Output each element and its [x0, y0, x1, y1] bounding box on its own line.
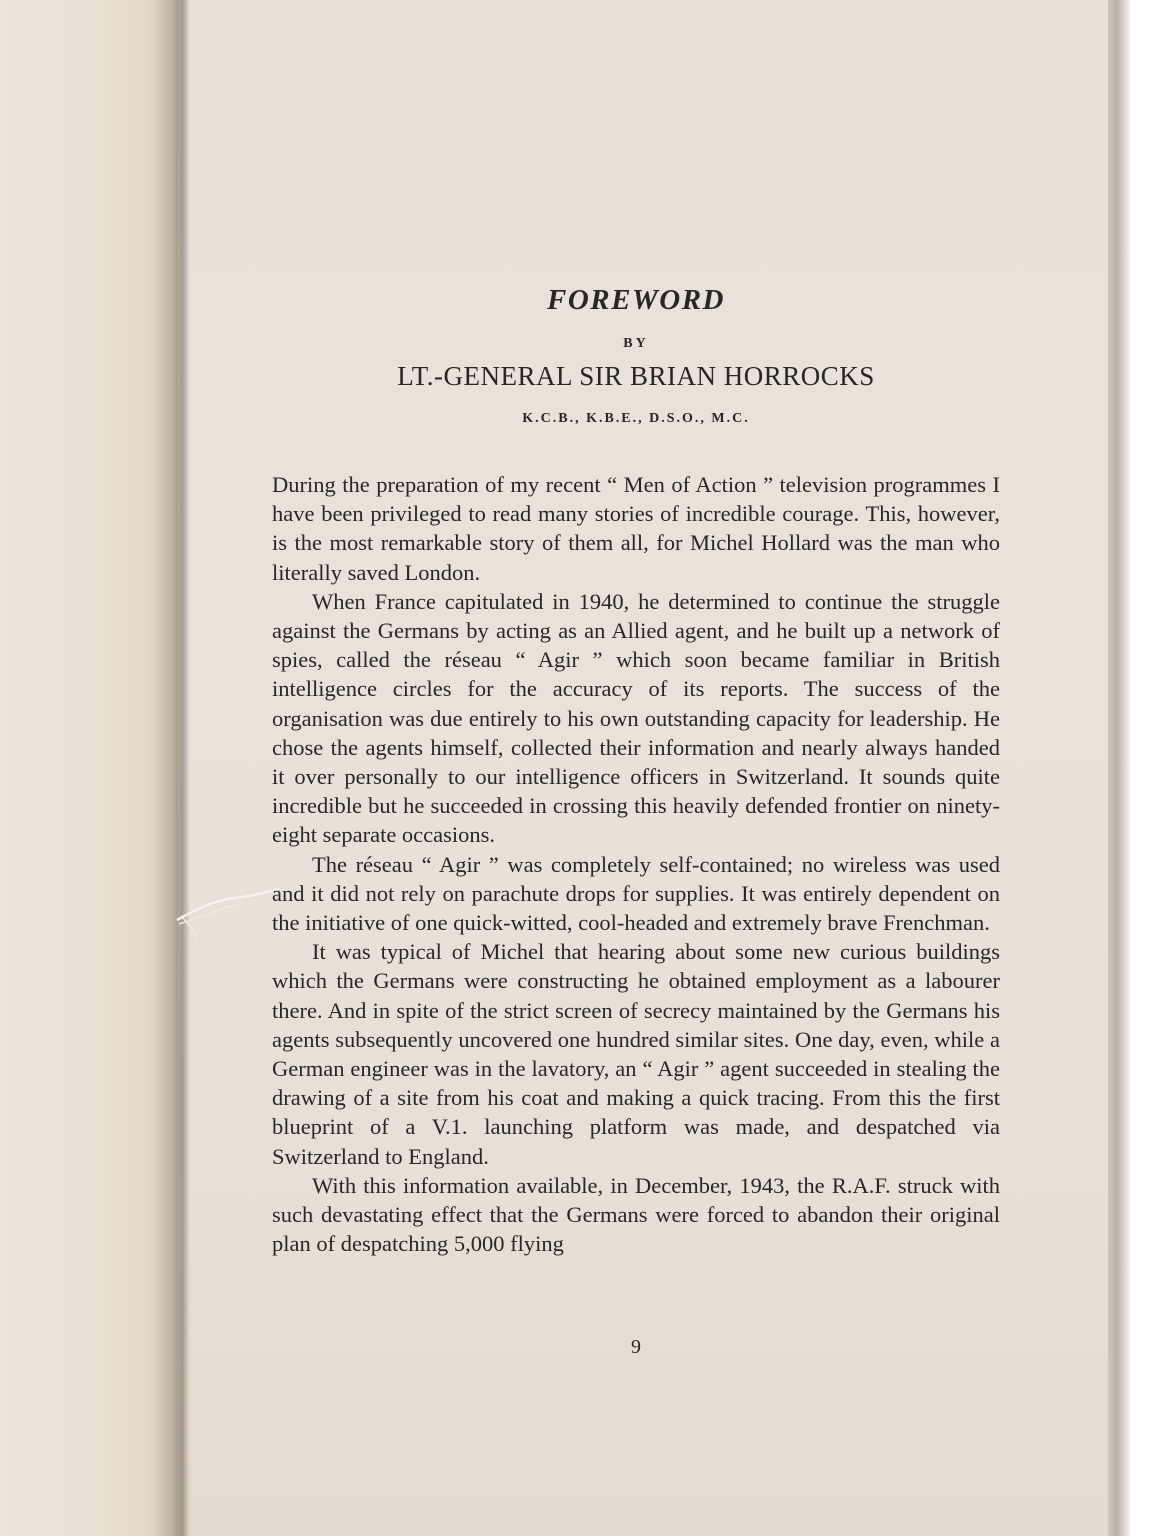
- paragraph-text: During the preparation of my recent “ Men of Action ” television programmes I have been privileged to read many stories of incredible courage. This, however, is the most remarkable story of them all, for Michel Hollard was the man who literally saved London.: [272, 472, 1000, 585]
- page-edge: [1108, 0, 1130, 1536]
- paragraph-text: The réseau “ Agir ” was completely self-contained; no wireless was used and it did not rely on parachute drops for supplies. It was entirely dependent on the initiative of one quick-witted, cool-headed and extremely brave Frenchman.: [272, 851, 1000, 936]
- paragraph-text: It was typical of Michel that hearing about some new curious buildings which the Germans were constructing he obtained employment as a labourer there. And in spite of the strict screen of secrecy maintained by the Germans his agents subsequently uncovered one hundred similar sites. One day, even, while a German engineer was in the lavatory, an “ Agir ” agent succeeded in stealing the drawing of a site from his coat and making a quick tracing. From this the first blueprint of a V.1. launching platform was made, and despatched via Switzerland to England.: [272, 939, 1000, 1169]
- paragraph-text: When France capitulated in 1940, he determined to continue the struggle against the Germans by acting as an Allied agent, and he built up a network of spies, called the réseau “ Agir ” which soon became familiar in British intelligence circles for the accuracy of its reports. The success of the organisation was due entirely to his own outstanding capacity for leadership. He chose the agents himself, collected their information and nearly always handed it over personally to our intelligence officers in Switzerland. It sounds quite incredible but he succeeded in crossing this heavily defended frontier on ninety-eight separate occasions.: [272, 588, 1000, 848]
- paragraph-text: With this information available, in December, 1943, the R.A.F. struck with such devastating effect that the Germans were forced to abandon their original plan of despatching 5,000 flying: [272, 1172, 1000, 1257]
- book-gutter: [150, 0, 190, 1536]
- page-number: 9: [631, 1336, 641, 1358]
- paragraph: [272, 937, 1000, 1171]
- author-name: LT.-GENERAL SIR BRIAN HORROCKS: [397, 361, 875, 391]
- foreword-body: [272, 470, 1000, 1258]
- paragraph: [272, 470, 1000, 587]
- paragraph: [272, 1171, 1000, 1259]
- paragraph: [272, 850, 1000, 938]
- page-title: FOREWORD: [547, 284, 725, 316]
- binding-thread: [175, 880, 285, 940]
- author-honours: K.C.B., K.B.E., D.S.O., M.C.: [522, 411, 750, 426]
- byline-label: BY: [623, 336, 649, 351]
- paragraph: [272, 587, 1000, 850]
